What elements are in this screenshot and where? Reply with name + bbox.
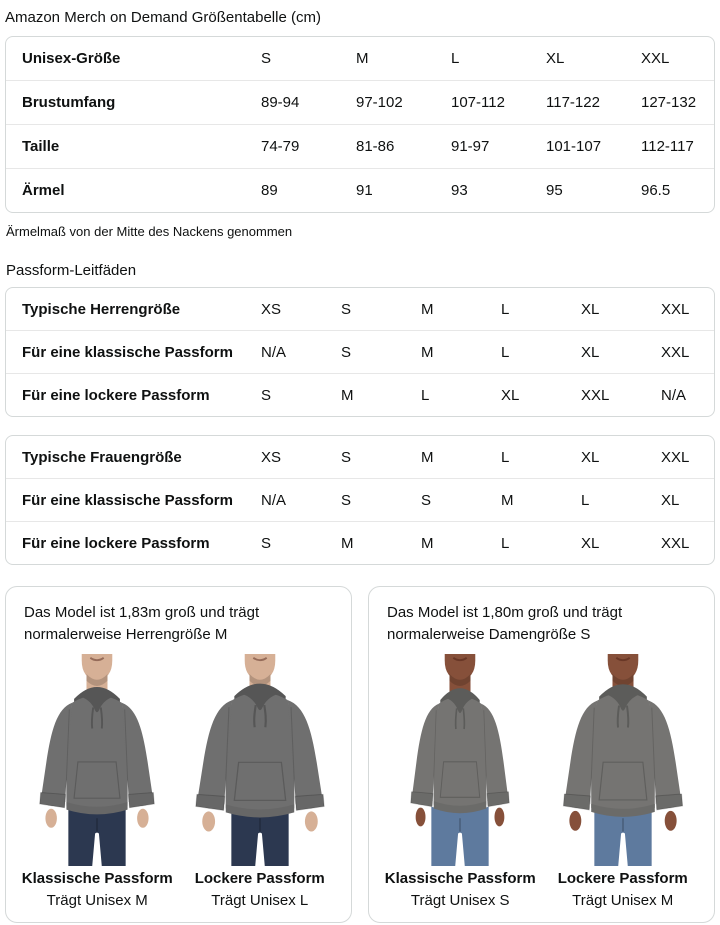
size-value: S [341, 491, 352, 509]
row-label: Typische Herrengröße [22, 300, 181, 318]
row-label: Taille [22, 138, 60, 155]
size-col-header: XL [546, 50, 565, 67]
table-row [6, 288, 714, 330]
measure-value: 89-94 [261, 94, 300, 111]
fit-guides-heading: Passform-Leitfäden [6, 262, 137, 279]
photo-column-classic [379, 654, 542, 912]
measure-value: 91-97 [451, 138, 490, 155]
size-value: M [501, 491, 514, 509]
measure-value: 97-102 [356, 94, 403, 111]
measure-value: 127-132 [641, 94, 697, 111]
womens-fit-table [5, 435, 715, 565]
wears-caption: Trägt Unisex L [211, 892, 309, 909]
size-value: M [341, 534, 354, 552]
row-label: Brustumfang [22, 94, 116, 111]
photo-column-classic [16, 654, 179, 912]
fit-caption: Klassische Passform [21, 870, 173, 887]
size-value: L [501, 300, 510, 318]
size-col-header: L [451, 50, 460, 67]
size-value: XL [661, 491, 680, 509]
row-label: Für eine klassische Passform [22, 491, 233, 509]
table-row [6, 373, 714, 416]
size-value: S [341, 300, 352, 318]
size-value: M [421, 300, 434, 318]
size-value: XXL [661, 343, 690, 361]
size-value: N/A [261, 491, 287, 509]
size-value: M [421, 534, 434, 552]
size-value: XXL [661, 448, 690, 466]
row-label: Unisex-Größe [22, 50, 121, 67]
measure-value: 101-107 [546, 138, 602, 155]
fit-caption: Lockere Passform [194, 870, 325, 887]
size-col-header: S [261, 50, 272, 67]
size-value: S [261, 534, 272, 552]
size-value: M [341, 386, 354, 404]
measure-value: 107-112 [451, 94, 505, 111]
size-value: S [341, 448, 352, 466]
female-model-loose-fit-photo [548, 654, 698, 866]
size-col-header: M [356, 50, 369, 67]
table-row [6, 330, 714, 373]
size-value: XXL [661, 300, 690, 318]
measure-value: 95 [546, 182, 563, 199]
measure-value: 81-86 [356, 138, 395, 155]
size-value: XXL [581, 386, 610, 404]
sleeve-measure-note: Ärmelmaß von der Mitte des Nackens genommen [6, 224, 293, 239]
measure-value: 96.5 [641, 182, 671, 199]
size-value: XL [581, 534, 600, 552]
size-value: S [421, 491, 432, 509]
size-value: N/A [261, 343, 287, 361]
table-row [6, 478, 714, 521]
size-value: XL [501, 386, 520, 404]
fit-caption: Klassische Passform [384, 870, 536, 887]
table-row [6, 521, 714, 564]
size-col-header: XXL [641, 50, 670, 67]
size-value: XS [261, 448, 282, 466]
photo-column-loose [542, 654, 705, 912]
wears-caption: Trägt Unisex M [46, 892, 148, 909]
male-model-classic-fit-photo [22, 654, 172, 866]
fit-caption: Lockere Passform [557, 870, 688, 887]
male-model-loose-fit-photo [185, 654, 335, 866]
table-row [6, 168, 714, 212]
measure-value: 74-79 [261, 138, 300, 155]
measure-value: 117-122 [546, 94, 600, 111]
size-value: S [261, 386, 272, 404]
size-value: M [421, 448, 434, 466]
measure-value: 93 [451, 182, 468, 199]
page-title: Amazon Merch on Demand Größentabelle (cm) [5, 9, 321, 26]
table-row [6, 436, 714, 478]
table-row [6, 124, 714, 168]
size-value: L [501, 534, 510, 552]
photo-column-loose [179, 654, 342, 912]
row-label: Typische Frauengröße [22, 448, 182, 466]
wears-caption: Trägt Unisex S [410, 892, 510, 909]
model-description: Das Model ist 1,83m groß und trägt normalerweise Herrengröße M [24, 604, 260, 643]
size-value: L [501, 448, 510, 466]
measure-value: 112-117 [641, 138, 694, 155]
model-description: Das Model ist 1,80m groß und trägt normalerweise Damengröße S [387, 604, 623, 643]
measure-value: 89 [261, 182, 278, 199]
size-value: S [341, 343, 352, 361]
row-label: Ärmel [22, 182, 65, 199]
size-value: XL [581, 343, 600, 361]
size-value: M [421, 343, 434, 361]
table-row [6, 80, 714, 124]
size-value: N/A [661, 386, 687, 404]
size-value: XL [581, 300, 600, 318]
size-value: L [581, 491, 590, 509]
size-value: XXL [661, 534, 690, 552]
row-label: Für eine lockere Passform [22, 386, 210, 404]
model-card-women [368, 586, 715, 923]
female-model-classic-fit-photo [385, 654, 535, 866]
measure-value: 91 [356, 182, 373, 199]
photo-row [16, 654, 341, 912]
table-header-row [6, 37, 714, 80]
model-example-cards [5, 586, 715, 923]
size-value: L [501, 343, 510, 361]
size-value: XL [581, 448, 600, 466]
row-label: Für eine lockere Passform [22, 534, 210, 552]
wears-caption: Trägt Unisex M [572, 892, 674, 909]
model-card-men [5, 586, 352, 923]
size-value: L [421, 386, 430, 404]
photo-row [379, 654, 704, 912]
row-label: Für eine klassische Passform [22, 343, 233, 361]
mens-fit-table [5, 287, 715, 417]
size-value: XS [261, 300, 282, 318]
unisex-size-table [5, 36, 715, 213]
